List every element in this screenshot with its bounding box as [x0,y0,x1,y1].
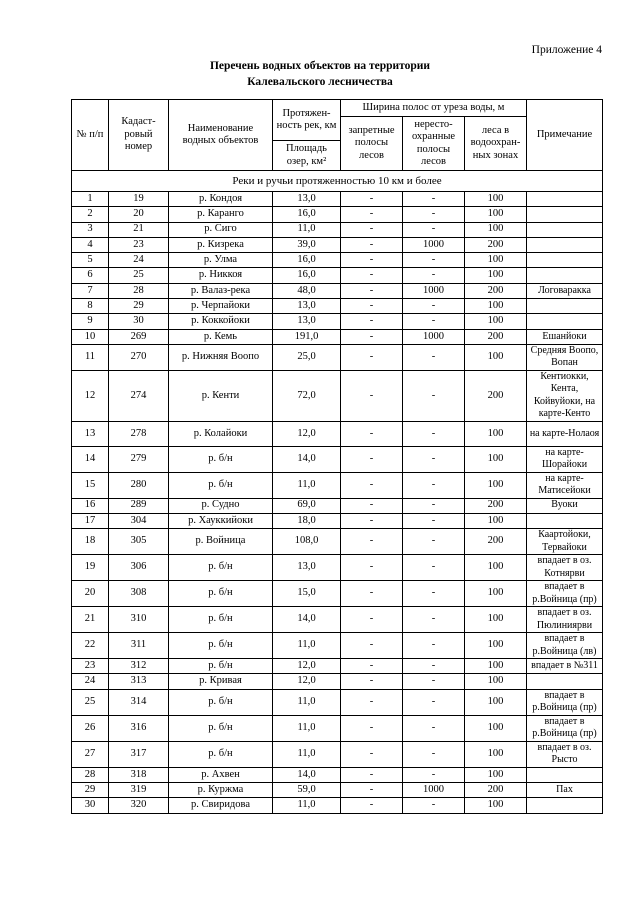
row-name: р. Коккойоки [169,314,273,329]
row-name: р. б/н [169,446,273,472]
row-note [527,314,603,329]
row-forbidden: - [341,581,403,607]
col-header-note: Примечание [527,100,603,171]
row-length: 13,0 [273,299,341,314]
row-num: 19 [72,555,109,581]
table-row [72,253,603,268]
row-note: на карте-Матисейоки [527,472,603,498]
row-cadastral: 310 [109,607,169,633]
row-num: 14 [72,446,109,472]
row-water-zone: 200 [465,237,527,252]
row-num: 10 [72,329,109,344]
row-spawning: - [403,253,465,268]
table-row [72,446,603,472]
row-name: р. Кенти [169,370,273,421]
row-forbidden: - [341,674,403,689]
row-forbidden: - [341,268,403,283]
row-length: 11,0 [273,689,341,715]
col-header-forbidden: запретные полосы лесов [341,117,403,171]
row-length: 69,0 [273,498,341,513]
row-cadastral: 304 [109,513,169,528]
row-name: р. Кизрека [169,237,273,252]
row-num: 26 [72,715,109,741]
row-water-zone: 100 [465,222,527,237]
row-spawning: - [403,633,465,659]
row-name: р. Колайоки [169,421,273,446]
row-num: 7 [72,283,109,298]
row-cadastral: 317 [109,741,169,767]
row-forbidden: - [341,798,403,813]
row-length: 12,0 [273,674,341,689]
table-row [72,207,603,222]
row-spawning: - [403,659,465,674]
row-cadastral: 21 [109,222,169,237]
row-forbidden: - [341,283,403,298]
row-spawning: - [403,715,465,741]
row-num: 30 [72,798,109,813]
col-header-cadastral: Кадаст-ровый номер [109,100,169,171]
row-length: 16,0 [273,207,341,222]
table-row [72,472,603,498]
row-forbidden: - [341,329,403,344]
row-spawning: - [403,370,465,421]
row-cadastral: 311 [109,633,169,659]
row-note: Каартойоки, Тервайоки [527,529,603,555]
row-note: Средняя Воопо, Вопан [527,344,603,370]
row-name: р. б/н [169,741,273,767]
row-name: р. б/н [169,689,273,715]
row-note: впадает в р.Войница (пр) [527,689,603,715]
row-forbidden: - [341,529,403,555]
row-cadastral: 319 [109,783,169,798]
row-name: р. Улма [169,253,273,268]
row-num: 8 [72,299,109,314]
row-cadastral: 270 [109,344,169,370]
row-name: р. Свиридова [169,798,273,813]
section-title: Реки и ручьи протяженностью 10 км и более [72,171,603,192]
row-forbidden: - [341,783,403,798]
row-spawning: - [403,798,465,813]
table-row [72,767,603,782]
row-spawning: - [403,498,465,513]
table-row [72,659,603,674]
row-num: 18 [72,529,109,555]
row-num: 20 [72,581,109,607]
row-cadastral: 24 [109,253,169,268]
row-length: 11,0 [273,798,341,813]
row-spawning: - [403,472,465,498]
row-length: 11,0 [273,472,341,498]
row-forbidden: - [341,767,403,782]
row-name: р. б/н [169,581,273,607]
row-name: р. б/н [169,633,273,659]
row-length: 18,0 [273,513,341,528]
row-cadastral: 20 [109,207,169,222]
row-cadastral: 313 [109,674,169,689]
row-note: впадает в оз. Рысто [527,741,603,767]
row-forbidden: - [341,607,403,633]
row-name: р. Кондоя [169,192,273,207]
row-forbidden: - [341,633,403,659]
row-cadastral: 280 [109,472,169,498]
row-cadastral: 25 [109,268,169,283]
row-water-zone: 100 [465,344,527,370]
row-length: 11,0 [273,633,341,659]
table-row [72,555,603,581]
row-length: 11,0 [273,715,341,741]
row-note: Ешанйоки [527,329,603,344]
row-note [527,798,603,813]
row-spawning: - [403,689,465,715]
row-num: 4 [72,237,109,252]
table-row [72,421,603,446]
table-row [72,344,603,370]
document-title [0,58,640,90]
row-cadastral: 318 [109,767,169,782]
row-name: р. Судно [169,498,273,513]
title-line-2: Калевальского лесничества [247,76,393,88]
row-spawning: - [403,421,465,446]
row-name: р. б/н [169,659,273,674]
table-row [72,689,603,715]
table-row [72,237,603,252]
row-length: 14,0 [273,767,341,782]
row-spawning: - [403,268,465,283]
row-cadastral: 278 [109,421,169,446]
row-num: 22 [72,633,109,659]
row-length: 48,0 [273,283,341,298]
row-water-zone: 100 [465,207,527,222]
row-num: 13 [72,421,109,446]
row-length: 15,0 [273,581,341,607]
row-spawning: 1000 [403,283,465,298]
row-name: р. б/н [169,607,273,633]
row-water-zone: 200 [465,329,527,344]
row-water-zone: 100 [465,607,527,633]
row-water-zone: 100 [465,715,527,741]
row-name: р. Сиго [169,222,273,237]
row-num: 6 [72,268,109,283]
row-forbidden: - [341,237,403,252]
table-row [72,633,603,659]
row-cadastral: 314 [109,689,169,715]
row-water-zone: 100 [465,421,527,446]
row-name: р. Черпайоки [169,299,273,314]
row-note [527,222,603,237]
row-spawning: - [403,674,465,689]
row-spawning: - [403,207,465,222]
row-length: 14,0 [273,607,341,633]
row-num: 2 [72,207,109,222]
row-note: впадает в оз. Котнярви [527,555,603,581]
row-forbidden: - [341,421,403,446]
table-row [72,741,603,767]
row-cadastral: 269 [109,329,169,344]
row-forbidden: - [341,472,403,498]
row-note: впадает в №311 [527,659,603,674]
row-length: 11,0 [273,741,341,767]
row-water-zone: 100 [465,581,527,607]
row-forbidden: - [341,513,403,528]
appendix-label: Приложение 4 [531,44,602,56]
row-spawning: - [403,446,465,472]
row-spawning: - [403,767,465,782]
row-water-zone: 100 [465,192,527,207]
row-note: впадает в р.Войница (пр) [527,581,603,607]
row-water-zone: 100 [465,253,527,268]
row-length: 72,0 [273,370,341,421]
row-water-zone: 100 [465,472,527,498]
row-num: 12 [72,370,109,421]
table-row [72,283,603,298]
row-spawning: - [403,555,465,581]
row-num: 23 [72,659,109,674]
row-note: впадает в р.Войница (пр) [527,715,603,741]
col-header-area: Площадь озер, км² [273,141,341,171]
row-forbidden: - [341,689,403,715]
table-row [72,607,603,633]
row-name: р. б/н [169,715,273,741]
row-spawning: - [403,222,465,237]
row-name: р. б/н [169,555,273,581]
row-cadastral: 316 [109,715,169,741]
row-water-zone: 200 [465,783,527,798]
row-water-zone: 200 [465,283,527,298]
row-forbidden: - [341,555,403,581]
row-note [527,237,603,252]
row-water-zone: 100 [465,555,527,581]
row-num: 16 [72,498,109,513]
row-name: р. Никкоя [169,268,273,283]
row-num: 3 [72,222,109,237]
row-spawning: 1000 [403,783,465,798]
water-objects-table [71,99,603,814]
row-length: 59,0 [273,783,341,798]
row-water-zone: 200 [465,529,527,555]
row-cadastral: 28 [109,283,169,298]
row-num: 9 [72,314,109,329]
row-length: 16,0 [273,253,341,268]
row-cadastral: 306 [109,555,169,581]
row-name: р. Каранго [169,207,273,222]
row-note [527,299,603,314]
row-name: р. Валаз-река [169,283,273,298]
row-length: 11,0 [273,222,341,237]
row-note [527,674,603,689]
row-cadastral: 30 [109,314,169,329]
row-cadastral: 312 [109,659,169,674]
row-name: р. Хауккийоки [169,513,273,528]
row-spawning: - [403,581,465,607]
row-forbidden: - [341,741,403,767]
row-forbidden: - [341,344,403,370]
row-spawning: - [403,529,465,555]
row-length: 12,0 [273,421,341,446]
row-water-zone: 100 [465,314,527,329]
row-num: 27 [72,741,109,767]
row-forbidden: - [341,314,403,329]
row-water-zone: 100 [465,633,527,659]
title-line-1: Перечень водных объектов на территории [209,60,431,72]
col-header-spawning: нересто-охранные полосы лесов [403,117,465,171]
row-water-zone: 100 [465,798,527,813]
row-note [527,767,603,782]
row-note [527,268,603,283]
col-header-water-zone: леса в водоохран-ных зонах [465,117,527,171]
row-name: р. Войница [169,529,273,555]
col-header-name: Наименование водных объектов [169,100,273,171]
row-forbidden: - [341,446,403,472]
row-note: Пах [527,783,603,798]
row-water-zone: 100 [465,299,527,314]
row-name: р. Нижняя Воопо [169,344,273,370]
row-cadastral: 274 [109,370,169,421]
row-water-zone: 100 [465,689,527,715]
row-forbidden: - [341,207,403,222]
table-row [72,783,603,798]
table-row [72,299,603,314]
table-row [72,513,603,528]
row-length: 25,0 [273,344,341,370]
row-cadastral: 305 [109,529,169,555]
row-forbidden: - [341,299,403,314]
row-num: 28 [72,767,109,782]
row-length: 13,0 [273,192,341,207]
table-row [72,674,603,689]
row-cadastral: 19 [109,192,169,207]
row-name: р. б/н [169,472,273,498]
row-length: 13,0 [273,555,341,581]
row-num: 25 [72,689,109,715]
row-name: р. Кривая [169,674,273,689]
row-name: р. Ахвен [169,767,273,782]
row-spawning: - [403,314,465,329]
table-row [72,192,603,207]
row-num: 24 [72,674,109,689]
row-water-zone: 100 [465,268,527,283]
row-note: на карте-Шорайоки [527,446,603,472]
row-length: 13,0 [273,314,341,329]
row-note [527,513,603,528]
row-num: 5 [72,253,109,268]
row-cadastral: 308 [109,581,169,607]
row-spawning: 1000 [403,329,465,344]
table-row [72,222,603,237]
row-note [527,207,603,222]
table-row [72,581,603,607]
row-cadastral: 279 [109,446,169,472]
row-forbidden: - [341,659,403,674]
row-spawning: - [403,344,465,370]
row-forbidden: - [341,192,403,207]
row-note [527,192,603,207]
table-row [72,798,603,813]
row-cadastral: 23 [109,237,169,252]
row-length: 39,0 [273,237,341,252]
row-spawning: - [403,607,465,633]
row-water-zone: 100 [465,674,527,689]
col-header-length: Протяжен-ность рек, км [273,100,341,141]
row-note: Вуоки [527,498,603,513]
row-cadastral: 29 [109,299,169,314]
row-note: впадает в оз. Пюлиниярви [527,607,603,633]
row-forbidden: - [341,222,403,237]
row-note: на карте-Нолаоя [527,421,603,446]
row-spawning: 1000 [403,237,465,252]
row-note: Кентиокки, Кента, Койвуйоки, на карте-Кенто [527,370,603,421]
row-water-zone: 100 [465,446,527,472]
row-forbidden: - [341,498,403,513]
table-row [72,314,603,329]
row-length: 14,0 [273,446,341,472]
row-spawning: - [403,192,465,207]
row-note: Логоваракка [527,283,603,298]
row-forbidden: - [341,253,403,268]
row-num: 1 [72,192,109,207]
row-cadastral: 320 [109,798,169,813]
row-water-zone: 100 [465,659,527,674]
row-water-zone: 100 [465,741,527,767]
row-length: 108,0 [273,529,341,555]
row-length: 191,0 [273,329,341,344]
row-forbidden: - [341,370,403,421]
table-row [72,268,603,283]
row-num: 29 [72,783,109,798]
row-note: впадает в р.Войница (лв) [527,633,603,659]
row-num: 17 [72,513,109,528]
table-row [72,498,603,513]
row-num: 15 [72,472,109,498]
table-row [72,529,603,555]
row-forbidden: - [341,715,403,741]
row-name: р. Куржма [169,783,273,798]
row-water-zone: 100 [465,513,527,528]
row-spawning: - [403,299,465,314]
row-spawning: - [403,741,465,767]
table-row [72,329,603,344]
row-spawning: - [403,513,465,528]
row-name: р. Кемь [169,329,273,344]
row-num: 11 [72,344,109,370]
row-water-zone: 200 [465,498,527,513]
row-cadastral: 289 [109,498,169,513]
row-num: 21 [72,607,109,633]
table-row [72,715,603,741]
row-length: 12,0 [273,659,341,674]
row-water-zone: 100 [465,767,527,782]
row-length: 16,0 [273,268,341,283]
row-water-zone: 200 [465,370,527,421]
row-note [527,253,603,268]
col-header-width-group: Ширина полос от уреза воды, м [341,100,527,117]
col-header-num: № п/п [72,100,109,171]
table-row [72,370,603,421]
